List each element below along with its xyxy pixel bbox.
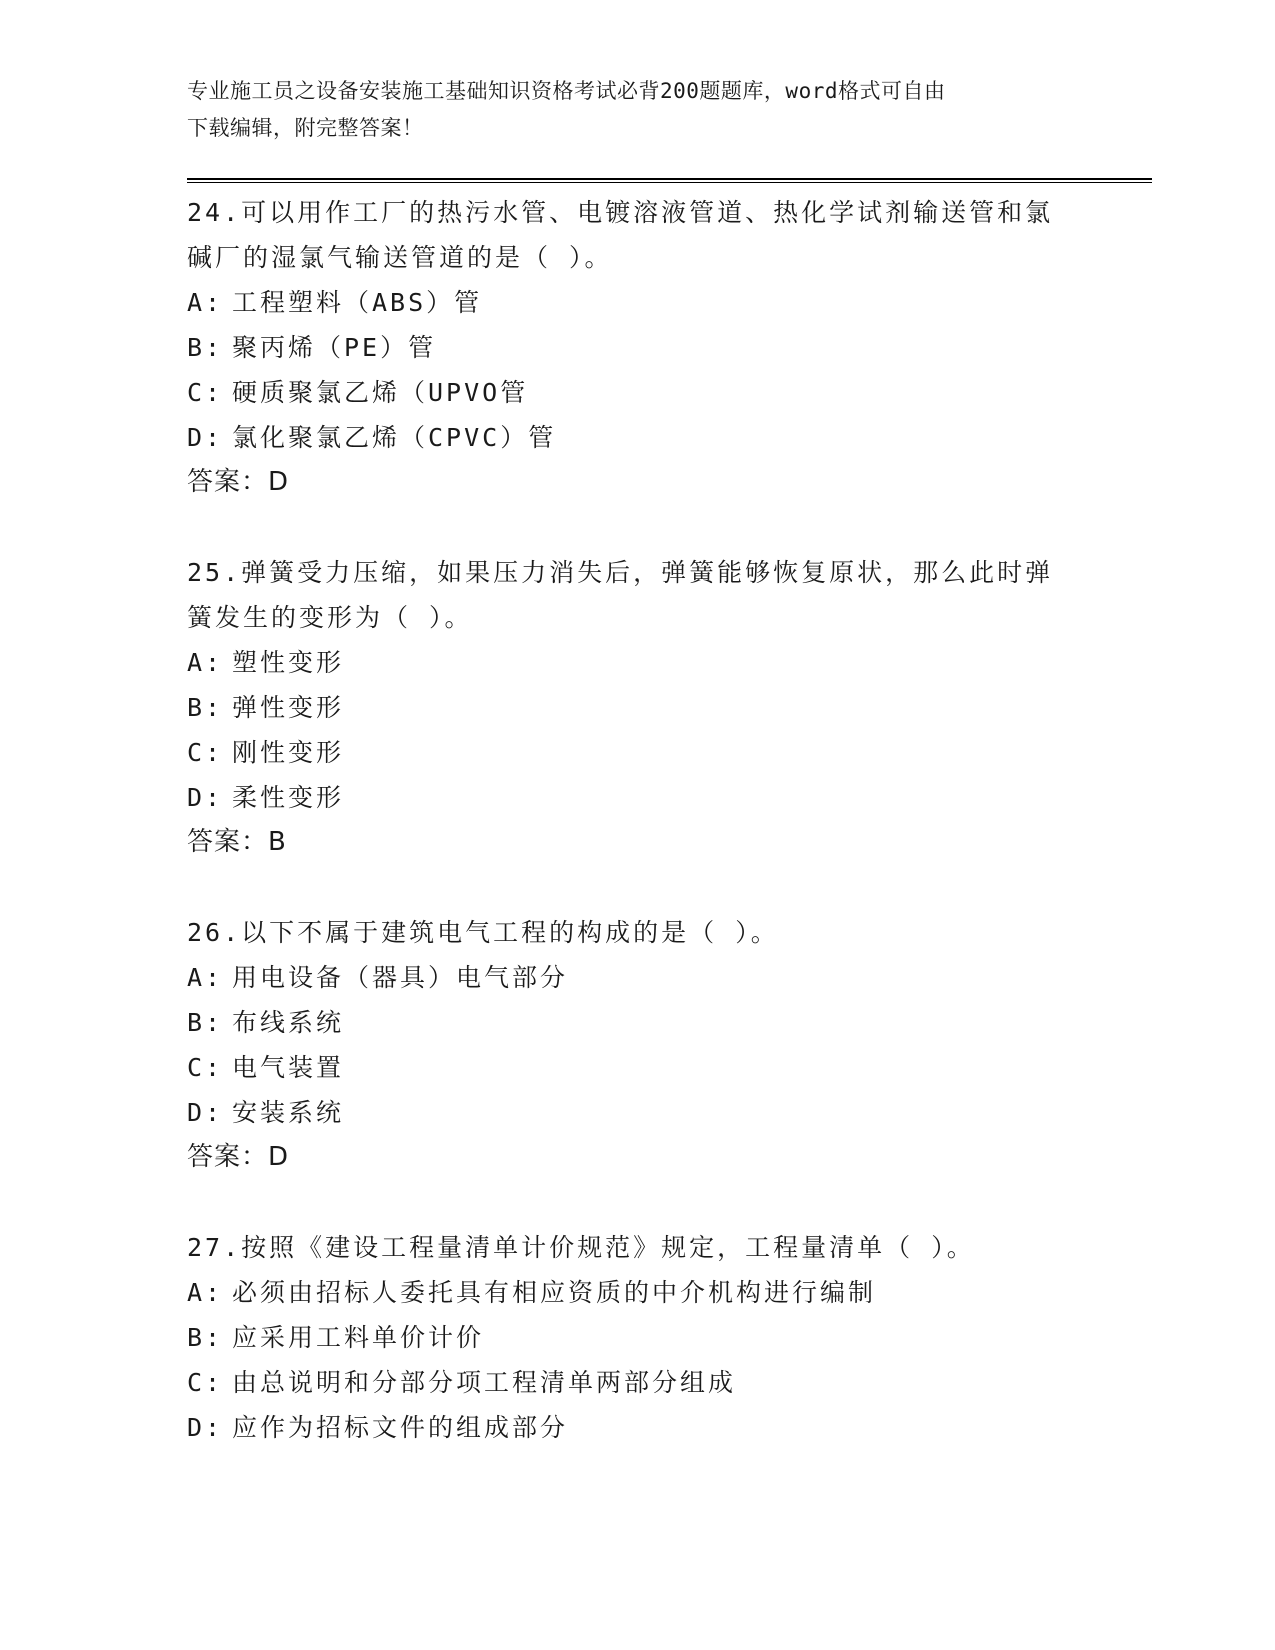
header-line-1: 专业施工员之设备安装施工基础知识资格考试必背200题题库，word格式可自由 xyxy=(187,79,946,103)
option-b xyxy=(187,1000,1087,1045)
option-text: 必须由招标人委托具有相应资质的中介机构进行编制 xyxy=(232,1278,877,1307)
question-stem-line: 24.可以用作工厂的热污水管、电镀溶液管道、热化学试剂输送管和氯 xyxy=(187,198,1054,227)
option-text: 用电设备（器具）电气部分 xyxy=(232,963,569,992)
option-letter: C: xyxy=(187,1368,224,1397)
option-a xyxy=(187,280,1087,325)
option-text: 应作为招标文件的组成部分 xyxy=(232,1413,569,1442)
option-letter: D: xyxy=(187,783,224,812)
option-b xyxy=(187,685,1087,730)
option-text: 氯化聚氯乙烯（CPVC）管 xyxy=(232,423,557,452)
answer-line: 答案：D xyxy=(187,467,290,497)
option-b xyxy=(187,1315,1087,1360)
option-letter: A: xyxy=(187,963,224,992)
option-letter: B: xyxy=(187,693,224,722)
question-stem-line: 27.按照《建设工程量清单计价规范》规定，工程量清单（ ）。 xyxy=(187,1233,975,1262)
question-stem xyxy=(187,910,1077,955)
option-a xyxy=(187,640,1087,685)
option-text: 硬质聚氯乙烯（UPVO管 xyxy=(232,378,529,407)
header-divider-thin xyxy=(187,182,1152,183)
option-text: 塑性变形 xyxy=(232,648,345,677)
question-27 xyxy=(187,1225,1087,1450)
option-letter: C: xyxy=(187,1053,224,1082)
question-stem xyxy=(187,190,1077,280)
answer-line: 答案：B xyxy=(187,827,287,857)
option-text: 聚丙烯（PE）管 xyxy=(232,333,437,362)
option-d xyxy=(187,1405,1087,1450)
option-text: 弹性变形 xyxy=(232,693,345,722)
question-stem-line: 25.弹簧受力压缩，如果压力消失后，弹簧能够恢复原状，那么此时弹 xyxy=(187,558,1054,587)
option-text: 安装系统 xyxy=(232,1098,345,1127)
option-d xyxy=(187,415,1087,460)
header-divider-thick xyxy=(187,178,1152,180)
question-26 xyxy=(187,910,1087,1180)
option-d xyxy=(187,1090,1087,1135)
question-spacer xyxy=(187,1180,1087,1225)
question-stem-line: 26.以下不属于建筑电气工程的构成的是（ ）。 xyxy=(187,918,779,947)
question-stem-line: 碱厂的湿氯气输送管道的是（ ）。 xyxy=(187,243,613,272)
question-list xyxy=(187,190,1087,1450)
option-letter: A: xyxy=(187,1278,224,1307)
option-b xyxy=(187,325,1087,370)
option-c xyxy=(187,1045,1087,1090)
option-letter: D: xyxy=(187,423,224,452)
header-line-2: 下载编辑，附完整答案！ xyxy=(187,116,424,140)
answer-line: 答案：D xyxy=(187,1142,290,1172)
option-c xyxy=(187,730,1087,775)
option-c xyxy=(187,1360,1087,1405)
question-spacer xyxy=(187,865,1087,910)
option-letter: B: xyxy=(187,333,224,362)
option-letter: A: xyxy=(187,648,224,677)
option-letter: B: xyxy=(187,1323,224,1352)
option-letter: C: xyxy=(187,378,224,407)
option-letter: A: xyxy=(187,288,224,317)
option-d xyxy=(187,775,1087,820)
option-text: 布线系统 xyxy=(232,1008,345,1037)
question-24 xyxy=(187,190,1087,505)
question-spacer xyxy=(187,505,1087,550)
option-letter: D: xyxy=(187,1098,224,1127)
option-letter: B: xyxy=(187,1008,224,1037)
option-text: 柔性变形 xyxy=(232,783,345,812)
document-header xyxy=(187,73,1087,147)
option-text: 刚性变形 xyxy=(232,738,345,767)
option-text: 应采用工料单价计价 xyxy=(232,1323,485,1352)
question-25 xyxy=(187,550,1087,865)
option-a xyxy=(187,955,1087,1000)
question-stem-line: 簧发生的变形为（ ）。 xyxy=(187,603,473,632)
option-letter: C: xyxy=(187,738,224,767)
option-a xyxy=(187,1270,1087,1315)
question-stem xyxy=(187,550,1077,640)
option-letter: D: xyxy=(187,1413,224,1442)
option-text: 由总说明和分部分项工程清单两部分组成 xyxy=(232,1368,737,1397)
question-stem xyxy=(187,1225,1077,1270)
option-text: 工程塑料（ABS）管 xyxy=(232,288,483,317)
option-c xyxy=(187,370,1087,415)
option-text: 电气装置 xyxy=(232,1053,345,1082)
